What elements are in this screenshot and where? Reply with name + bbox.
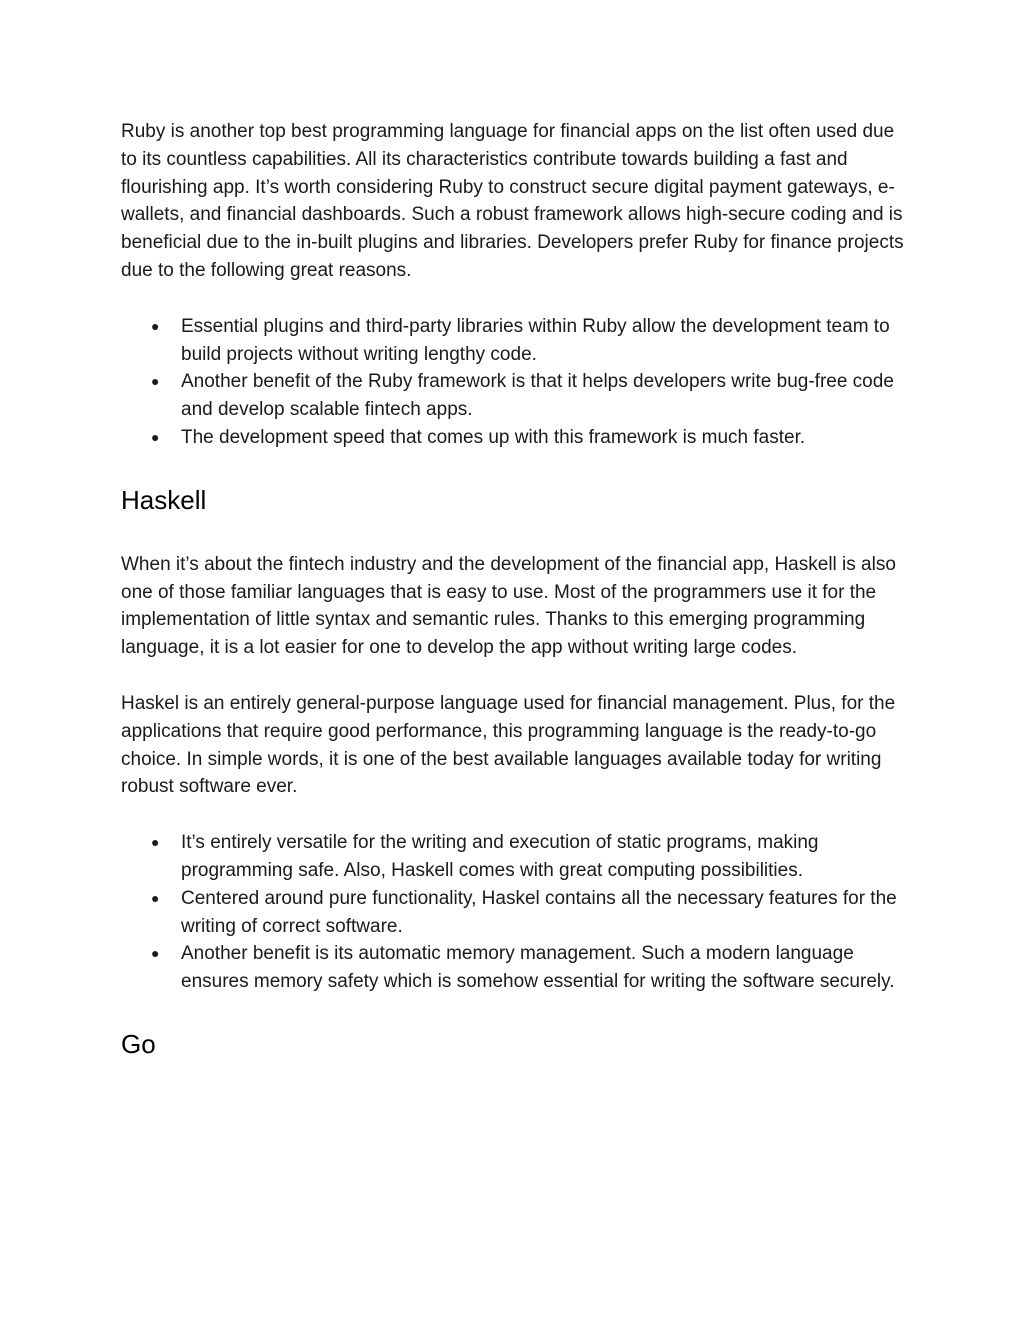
list-item-text: The development speed that comes up with this framework is much faster. xyxy=(181,426,806,448)
list-item xyxy=(121,368,911,424)
bullet-icon: ● xyxy=(151,834,160,851)
list-item xyxy=(121,885,911,941)
list-item-text: Another benefit of the Ruby framework is that it helps developers write bug-free code and develop scalable fintech apps. xyxy=(181,371,894,421)
list-item-text: It’s entirely versatile for the writing and execution of static programs, making programming safe. Also, Haskell comes with great computing possibilities. xyxy=(181,832,819,881)
haskell-paragraph-2: Haskel is an entirely general-purpose language used for financial management. Plus, for the applications that require good performance, this programming language is the ready-to-go choice. In simple words, it is one of the best available languages available today for writing robust software ever. xyxy=(121,692,896,798)
list-item-text: Centered around pure functionality, Haskel contains all the necessary features for the writing of correct software. xyxy=(181,887,897,937)
bullet-icon: ● xyxy=(151,945,160,962)
list-item xyxy=(121,940,911,996)
bullet-icon: ● xyxy=(151,428,160,445)
ruby-bullet-list xyxy=(121,313,911,452)
list-item xyxy=(121,424,911,452)
haskell-bullet-list xyxy=(121,829,911,996)
list-item xyxy=(121,313,911,369)
bullet-icon: ● xyxy=(151,317,160,334)
document-page xyxy=(121,118,911,1059)
bullet-icon: ● xyxy=(151,373,160,390)
list-item xyxy=(121,829,911,885)
haskell-paragraph-1: When it’s about the fintech industry and the development of the financial app, Haskell is also one of those familiar languages that is easy to use. Most of the programmers use it for the implementation of little syntax and semantic rules. Thanks to this emerging programming language, it is a lot easier for one to develop the app without writing large codes. xyxy=(121,553,896,659)
bullet-icon: ● xyxy=(151,889,160,906)
list-item-text: Another benefit is its automatic memory management. Such a modern language ensures memory safety which is somehow essential for writing the software securely. xyxy=(181,943,895,993)
ruby-intro-paragraph: Ruby is another top best programming language for financial apps on the list often used due to its countless capabilities. All its characteristics contribute towards building a fast and flourishing app. It’s worth considering Ruby to construct secure digital payment gateways, e-wallets, and financial dashboards. Such a robust framework allows high-secure coding and is beneficial due to the in-built plugins and libraries. Developers prefer Ruby for finance projects due to the following great reasons. xyxy=(121,121,904,281)
list-item-text: Essential plugins and third-party libraries within Ruby allow the development team to build projects without writing lengthy code. xyxy=(181,315,890,365)
go-heading: Go xyxy=(121,1028,156,1059)
haskell-heading: Haskell xyxy=(121,484,207,515)
